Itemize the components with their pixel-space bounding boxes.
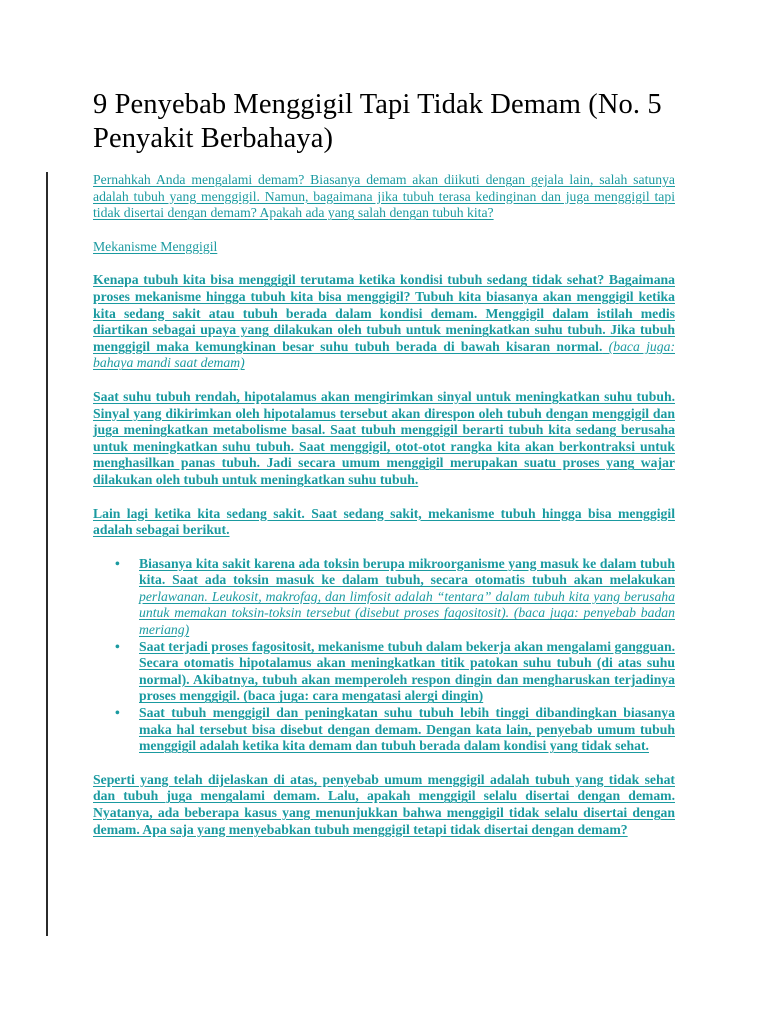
bullet-item-2-text: Saat terjadi proses fagositosit, mekanisme tubuh dalam bekerja akan mengalami gangguan. Secara otomatis hipotalamus akan meningkatkan titik patokan suhu tubuh (di atas suhu normal). Akibatnya, tubuh akan memperoleh respon dingin dan mengharuskan terjadinya proses menggigil. (baca juga: cara mengatasi alergi dingin) <box>139 638 675 704</box>
margin-change-bar <box>46 172 48 936</box>
bullet-item-1[interactable] <box>93 556 675 639</box>
bullet-item-3[interactable] <box>93 705 675 755</box>
bullet-item-1-rest: . Leukosit, makrofag, dan limfosit adalah “tentara” dalam tubuh kita yang berusaha untuk memakan toksin-toksin tersebut (disebut proses fagositosit). (baca juga: penyebab badan meriang) <box>139 588 675 638</box>
bullet-item-2[interactable] <box>93 639 675 705</box>
paragraph-2-link[interactable]: Saat suhu tubuh rendah, hipotalamus akan mengirimkan sinyal untuk meningkatkan suhu tubuh. Sinyal yang dikirimkan oleh hipotalamus tersebut akan direspon oleh tubuh dengan menggigil dan juga meningkatkan metabolisme basal. Saat tubuh menggigil berarti tubuh kita sedang berusaha untuk meningkatkan suhu tubuh. Saat menggigil, otot-otot rangka kita akan berkontraksi untuk menghasilkan panas tubuh. Jadi secara umum menggigil merupakan suatu proses yang wajar dilakukan oleh tubuh untuk meningkatkan suhu tubuh. <box>93 388 675 487</box>
paragraph-1-reference: (baca juga: bahaya mandi saat demam) <box>93 338 675 371</box>
bullet-item-1-text: Biasanya kita sakit karena ada toksin berupa mikroorganisme yang masuk ke dalam tubuh kita. Saat ada toksin masuk ke dalam tubuh, secara otomatis tubuh akan melakukan <box>139 555 675 588</box>
paragraph-1-link[interactable] <box>93 272 675 372</box>
bullet-item-1-italic: perlawanan <box>139 588 205 604</box>
paragraph-1-text: Kenapa tubuh kita bisa menggigil terutama ketika kondisi tubuh sedang tidak sehat? Bagaimana proses mekanisme hingga tubuh kita bisa menggigil? Tubuh kita biasanya akan menggigil ketika kita sedang sakit atau tubuh berada dalam kondisi demam. Menggigil dalam istilah medis diartikan sebagai upaya yang dilakukan oleh tubuh untuk meningkatkan suhu tubuh. Jika tubuh menggigil maka kemungkinan besar suhu tubuh berada di bawah kisaran normal. <box>93 272 675 354</box>
article-body <box>93 172 675 838</box>
bullet-icon: • <box>115 555 120 571</box>
paragraph-3-link[interactable]: Lain lagi ketika kita sedang sakit. Saat sedang sakit, mekanisme tubuh hingga bisa menggigil adalah sebagai berikut. <box>93 505 675 538</box>
paragraph-4-link[interactable]: Seperti yang telah dijelaskan di atas, penyebab umum menggigil adalah tubuh yang tidak sehat dan tubuh juga mengalami demam. Lalu, apakah menggigil selalu disertai dengan demam. Nyatanya, ada beberapa kasus yang menunjukkan bahwa menggigil tidak selalu disertai dengan demam. Apa saja yang menyebabkan tubuh menggigil tetapi tidak disertai dengan demam? <box>93 771 675 837</box>
intro-paragraph-link[interactable]: Pernahkah Anda mengalami demam? Biasanya demam akan diikuti dengan gejala lain, salah satunya adalah tubuh yang menggigil. Namun, bagaimana jika tubuh terasa kedinginan dan juga menggigil tapi tidak disertai dengan demam? Apakah ada yang salah dengan tubuh kita? <box>93 172 675 221</box>
bullet-icon: • <box>115 638 120 654</box>
bullet-list <box>93 556 675 755</box>
bullet-icon: • <box>115 705 120 721</box>
bullet-item-3-text: Saat tubuh menggigil dan peningkatan suhu tubuh lebih tinggi dibandingkan biasanya maka hal tersebut bisa disebut dengan demam. Dengan kata lain, penyebab umum tubuh menggigil adalah ketika kita demam dan tubuh berada dalam kondisi yang tidak sehat. <box>139 705 675 754</box>
section-heading-link[interactable]: Mekanisme Menggigil <box>93 238 218 254</box>
page-title: 9 Penyebab Menggigil Tapi Tidak Demam (No. 5 Penyakit Berbahaya) <box>93 89 662 154</box>
